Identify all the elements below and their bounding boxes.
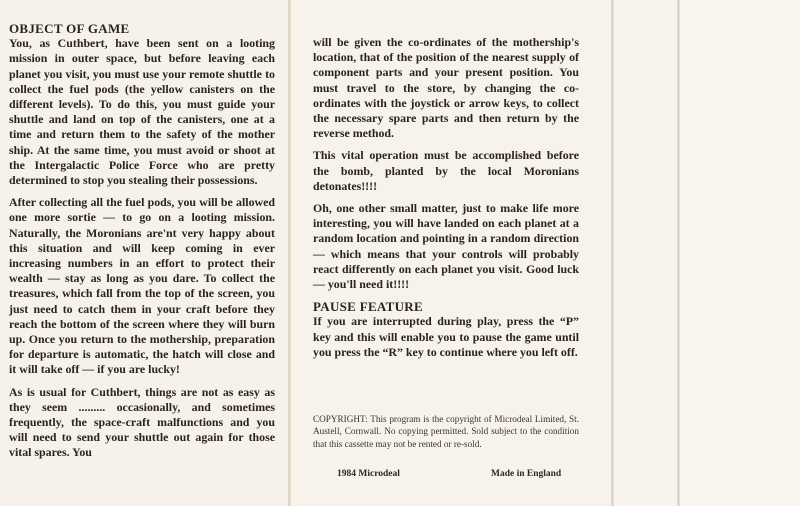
pause-feature-text: If you are interrupted during play, press the “P” key and this will enable you to pause the game until you press the “R” key to continue where you left off. xyxy=(313,314,579,359)
object-of-game-heading: OBJECT OF GAME xyxy=(9,21,130,36)
footer-made-in: Made in England xyxy=(491,469,562,479)
blank-panel xyxy=(680,0,800,506)
paragraph: Oh, one other small matter, just to make life more interesting, you will have landed on each planet at a random location and pointing in a random direction — which means that your controls will probably react differently on each planet you visit. Good luck — you'll need it!!!! xyxy=(313,201,579,292)
paragraph: After collecting all the fuel pods, you will be allowed one more sortie — to go on a looting mission. Naturally, the Moronians are'nt very happy about this situation and will keep coming in ever increasing numbers in an effort to protect their wealth — stay as long as you dare. To collect the treasures, which fall from the top of the screen, you just need to catch them in your craft before they reach the bottom of the screen where they will burn up. Once you return to the mothership, preparation for departure is automatic, the hatch will close and it will take off — if you are lucky! xyxy=(9,195,275,377)
middle-column xyxy=(313,35,579,367)
blank-panel xyxy=(614,0,677,506)
footer-year: 1984 Microdeal xyxy=(337,469,400,479)
left-column xyxy=(9,21,275,468)
paragraph: You, as Cuthbert, have been sent on a looting mission in outer space, but before leaving each planet you visit, you must use your remote shuttle to collect the fuel pods (the yellow canisters on the different levels). To do this, you must guide your shuttle and land on top of the canisters, one at a time and return them to the safety of the mother ship. At the same time, you must avoid or shoot at the Intergalactic Police Force who are pretty determined to stop you stealing their possessions. xyxy=(9,36,275,188)
paragraph: will be given the co-ordinates of the mothership's location, that of the position of the nearest supply of component parts and your present position. You must travel to the store, by changing the co-ordinates with the joystick or arrow keys, to collect the necessary spare parts and then return by the reverse method. xyxy=(313,35,579,141)
copyright-notice: COPYRIGHT: This program is the copyright of Microdeal Limited, St. Austell, Cornwall. No copying permitted. Sold subject to the condition that this cassette may not be rented or re-sold. xyxy=(313,414,579,449)
pause-feature-heading: PAUSE FEATURE xyxy=(313,299,423,315)
paragraph: As is usual for Cuthbert, things are not as easy as they seem ......... occasionally, and sometimes frequently, the space-craft malfunctions and you will need to send your shuttle out again for those vital spares. You xyxy=(9,384,275,460)
paragraph: This vital operation must be accomplished before the bomb, planted by the local Moronians detonates!!!! xyxy=(313,148,579,193)
